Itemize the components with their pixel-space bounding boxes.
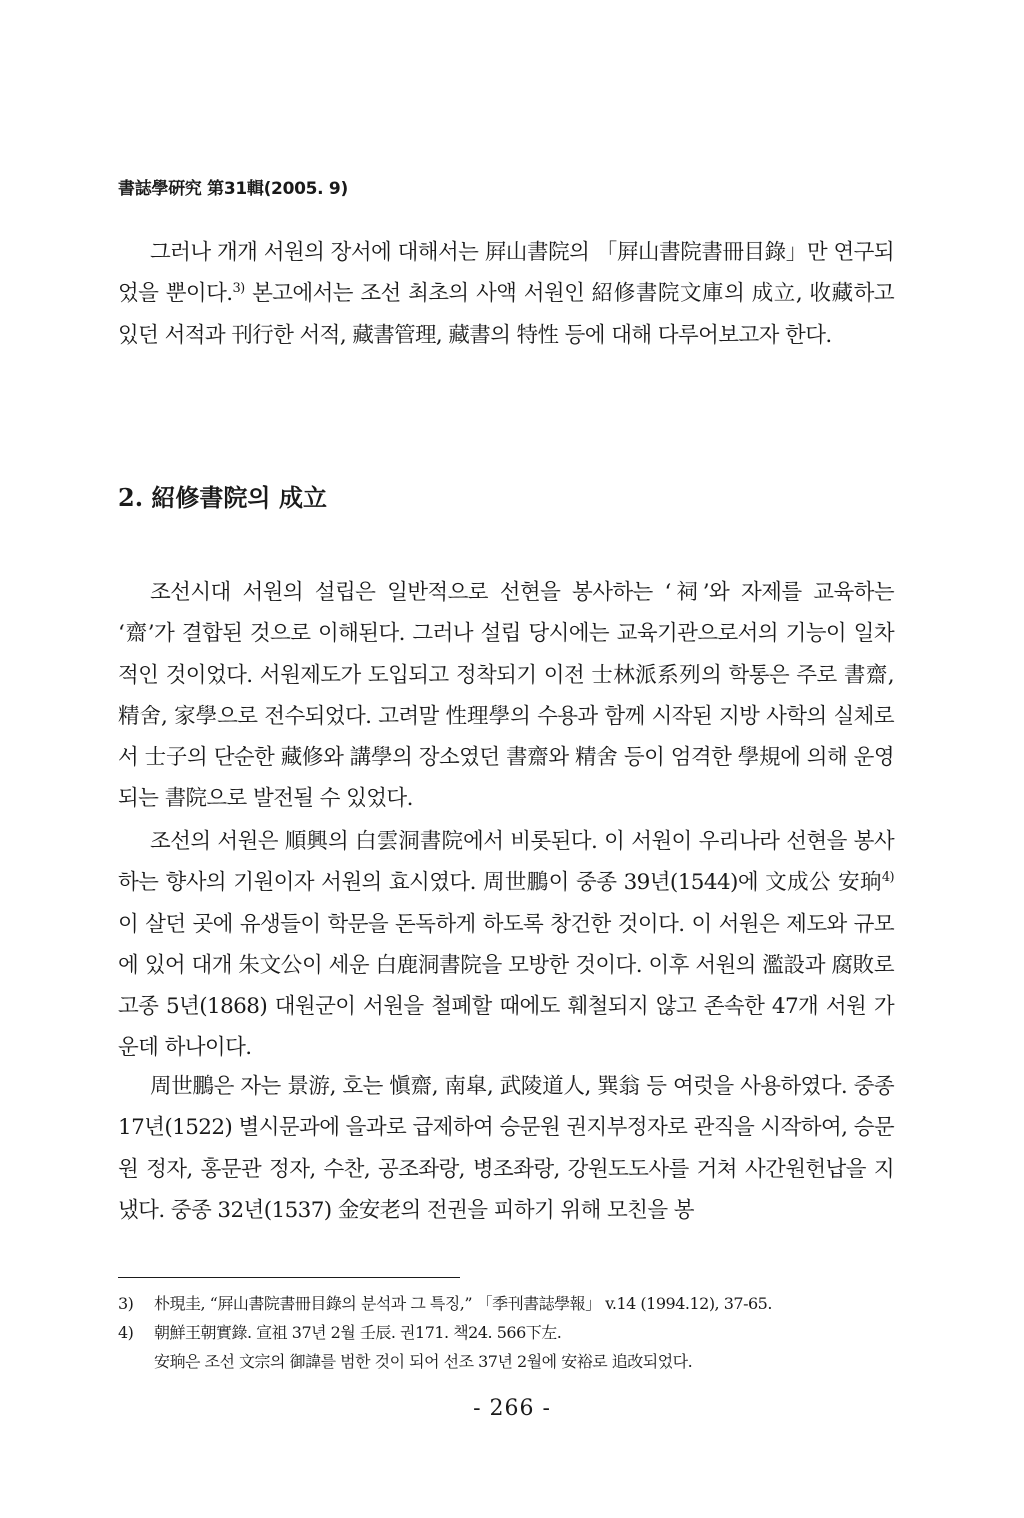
footnote-4 <box>118 1318 908 1347</box>
footnote-ref-4[interactable]: 4) <box>881 870 894 886</box>
section-heading: 2. 紹修書院의 成立 <box>118 483 327 512</box>
footnote-3-text: 朴現圭, “屛山書院書冊目錄의 분석과 그 특징,” 「季刊書誌學報」 v.14 (1994.12), 37-65. <box>154 1294 772 1313</box>
page-number: - 266 - <box>473 1396 551 1421</box>
footnotes <box>118 1289 908 1376</box>
intro-text-cont: 본고에서는 조선 최초의 사액 서원인 紹修書院文庫의 成立, 收藏하고 있던 서적과 刊行한 서적, 藏書管理, 藏書의 特性 등에 대해 다루어보고자 한다. <box>118 281 894 348</box>
footnote-ref-3[interactable]: 3) <box>232 281 245 297</box>
footnote-4-text: 朝鮮王朝實錄. 宣祖 37년 2월 壬辰. 권171. 책24. 566下左. <box>154 1323 562 1342</box>
body-paragraph-1: 조선시대 서원의 설립은 일반적으로 선현을 봉사하는 ‘祠’와 자제를 교육하는 ‘齋’가 결합된 것으로 이해된다. 그러나 설립 당시에는 교육기관으로서의 기능이 일차적인 것이었다. 서원제도가 도입되고 정착되기 이전 士林派系列의 학통은 주로 書齋, 精舍, 家學으로 전수되었다. 고려말 性理學의 수용과 함께 시작된 지방 사학의 실체로서 士子의 단순한 藏修와 講學의 장소였던 書齋와 精舍 등이 엄격한 學規에 의해 운영되는 書院으로 발전될 수 있었다. <box>118 580 894 812</box>
body-paragraph-3: 周世鵬은 자는 景游, 호는 愼齋, 南皐, 武陵道人, 巽翁 등 여럿을 사용하였다. 중종 17년(1522) 별시문과에 을과로 급제하여 승문원 권지부정자로 관직을 시작하여, 승문원 정자, 홍문관 정자, 수찬, 공조좌랑, 병조좌랑, 강원도도사를 거쳐 사간원헌납을 지냈다. 중종 32년(1537) 金安老의 전권을 피하기 위해 모친을 봉 <box>118 1074 894 1223</box>
footnote-4-number: 4) <box>118 1323 134 1342</box>
footnote-3 <box>118 1289 908 1318</box>
footnote-4-continuation: 安珦은 조선 文宗의 御諱를 범한 것이 되어 선조 37년 2월에 安裕로 追改되었다. <box>154 1352 693 1371</box>
footnote-3-number: 3) <box>118 1294 134 1313</box>
running-head: 書誌學硏究 第31輯(2005. 9) <box>118 179 348 199</box>
body-paragraph-2 <box>118 821 894 1069</box>
footnote-divider <box>118 1277 460 1278</box>
intro-paragraph <box>118 232 894 356</box>
intro-text: 그러나 개개 서원의 장서에 대해서는 屛山書院의 「屛山書院書冊目錄」만 연구되었을 뿐이다. <box>118 240 894 307</box>
body-paragraph-2-text-cont: 이 살던 곳에 유생들이 학문을 돈독하게 하도록 창건한 것이다. 이 서원은 제도와 규모에 있어 대개 朱文公이 세운 白鹿洞書院을 모방한 것이다. 이후 서원의 濫設과 腐敗로 고종 5년(1868) 대원군이 서원을 철폐할 때에도 훼철되지 않고 존속한 47개 서원 가운데 하나이다. <box>118 911 894 1061</box>
body-paragraph-2-text: 조선의 서원은 順興의 白雲洞書院에서 비롯된다. 이 서원이 우리나라 선현을 봉사하는 향사의 기원이자 서원의 효시였다. 周世鵬이 중종 39년(1544)에 文成公 安珦 <box>118 829 894 896</box>
